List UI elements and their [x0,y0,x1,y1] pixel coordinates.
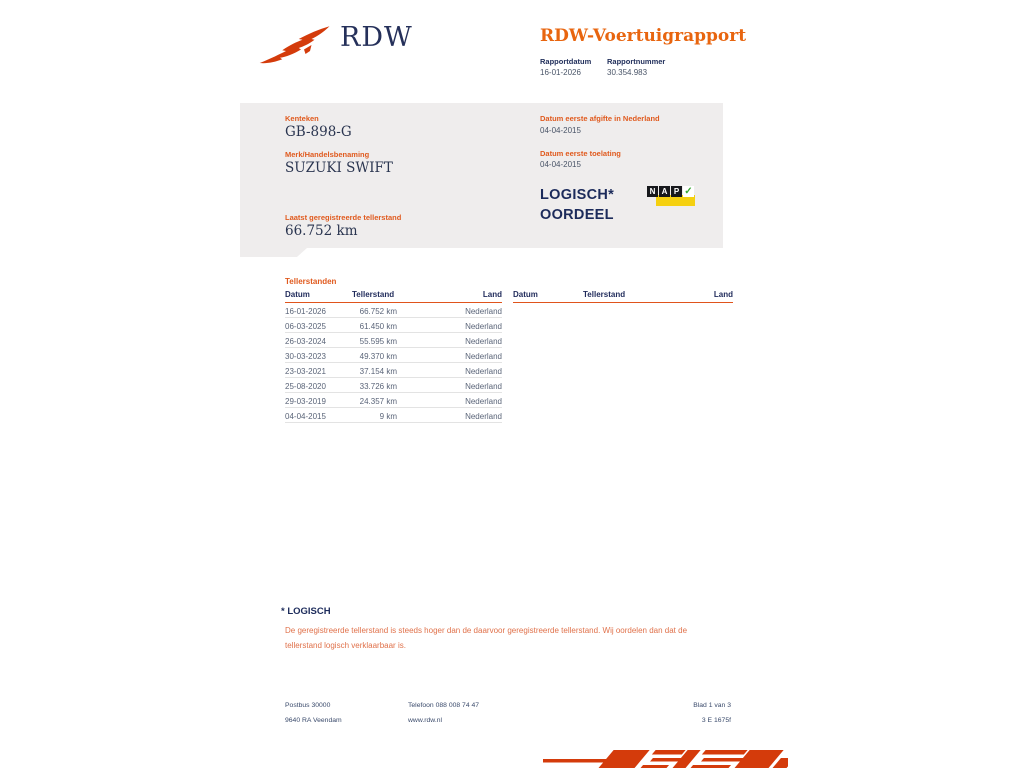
table-row [285,393,502,408]
cell-tellerstand: 55.595 km [359,336,397,346]
rdw-logo [256,24,413,66]
page-title: RDW-Voertuigrapport [540,26,747,46]
cell-datum: 30-03-2023 [285,351,326,361]
report-date-label: Rapportdatum [540,57,592,66]
column-header-land: Land [482,290,502,299]
kenteken-label: Kenteken [285,114,319,123]
cell-land: Nederland [465,381,502,391]
logisch-footnote-title: * LOGISCH [281,606,331,617]
nap-logo [647,186,697,210]
rdw-logo-text: RDW [340,22,413,53]
logisch-footnote-body: De geregistreerde tellerstand is steeds hoger dan de daarvoor geregistreerde tellerstand. Wij oordelen dan dat de tellerstand logisch verklaarbaar is. [285,626,688,650]
column-header-land: Land [713,290,733,299]
merk-value: SUZUKI SWIFT [285,160,393,176]
column-header-datum: Datum [285,290,310,299]
footer-form-code: 3 E 1675f [701,717,731,724]
cell-tellerstand: 66.752 km [359,306,397,316]
cell-land: Nederland [465,321,502,331]
report-number-label: Rapportnummer [607,57,666,66]
table-row [285,303,502,318]
tellerstand-label: Laatst geregistreerde tellerstand [285,213,402,222]
cell-datum: 04-04-2015 [285,411,326,421]
cell-datum: 16-01-2026 [285,306,326,316]
cell-land: Nederland [465,396,502,406]
toelating-value: 04-04-2015 [540,160,581,169]
table-row [285,348,502,363]
cell-datum: 29-03-2019 [285,396,326,406]
afgifte-value: 04-04-2015 [540,126,581,135]
table-row [285,378,502,393]
oordeel-line2: OORDEEL [540,207,614,223]
rdw-bird-icon [256,24,334,66]
footer-phone: Telefoon 088 008 74 47 [408,702,480,709]
cell-tellerstand: 49.370 km [359,351,397,361]
column-header-tellerstand: Tellerstand [583,290,626,299]
table-row [285,318,502,333]
cell-datum: 26-03-2024 [285,336,326,346]
panel-corner-tab [240,248,307,257]
cell-land: Nederland [465,351,502,361]
column-header-tellerstand: Tellerstand [352,290,395,299]
footer-address-line2: 9640 RA Veendam [285,717,342,724]
afgifte-label: Datum eerste afgifte in Nederland [540,114,660,123]
report-date-value: 16-01-2026 [540,68,581,77]
tellerstanden-section-title: Tellerstanden [285,277,337,286]
report-number-value: 30.354.983 [607,68,648,77]
cell-tellerstand: 61.450 km [359,321,397,331]
toelating-label: Datum eerste toelating [540,149,621,158]
cell-tellerstand: 37.154 km [359,366,397,376]
cell-land: Nederland [465,411,502,421]
merk-label: Merk/Handelsbenaming [285,150,370,159]
nap-letter-p: P [671,186,682,197]
table-header [513,290,733,303]
cell-datum: 25-08-2020 [285,381,326,391]
cell-datum: 23-03-2021 [285,366,326,376]
table-row [285,363,502,378]
table-row [285,408,502,423]
footer-address-line1: Postbus 30000 [285,702,331,709]
nap-checkmark-icon: ✓ [684,186,693,197]
cell-tellerstand: 24.357 km [359,396,397,406]
nap-letter-n: N [647,186,658,197]
cell-land: Nederland [465,306,502,316]
column-header-datum: Datum [513,290,538,299]
nap-letter-a: A [659,186,670,197]
cell-land: Nederland [465,336,502,346]
tellerstanden-table-left [285,290,502,423]
oordeel-line1: LOGISCH* [540,187,615,203]
cell-tellerstand: 33.726 km [359,381,397,391]
table-row [285,333,502,348]
table-header [285,290,502,303]
cell-land: Nederland [465,366,502,376]
cell-datum: 06-03-2025 [285,321,326,331]
oordeel-verdict [540,185,614,225]
tellerstanden-table-right [513,290,733,303]
footer-website-link[interactable]: www.rdw.nl [408,717,442,724]
tellerstand-value: 66.752 km [285,223,358,239]
kenteken-value: GB-898-G [285,124,352,140]
footer-page-number: Blad 1 van 3 [693,702,731,709]
rdw-stripes-decoration-icon [543,744,788,768]
cell-tellerstand: 9 km [379,411,397,421]
